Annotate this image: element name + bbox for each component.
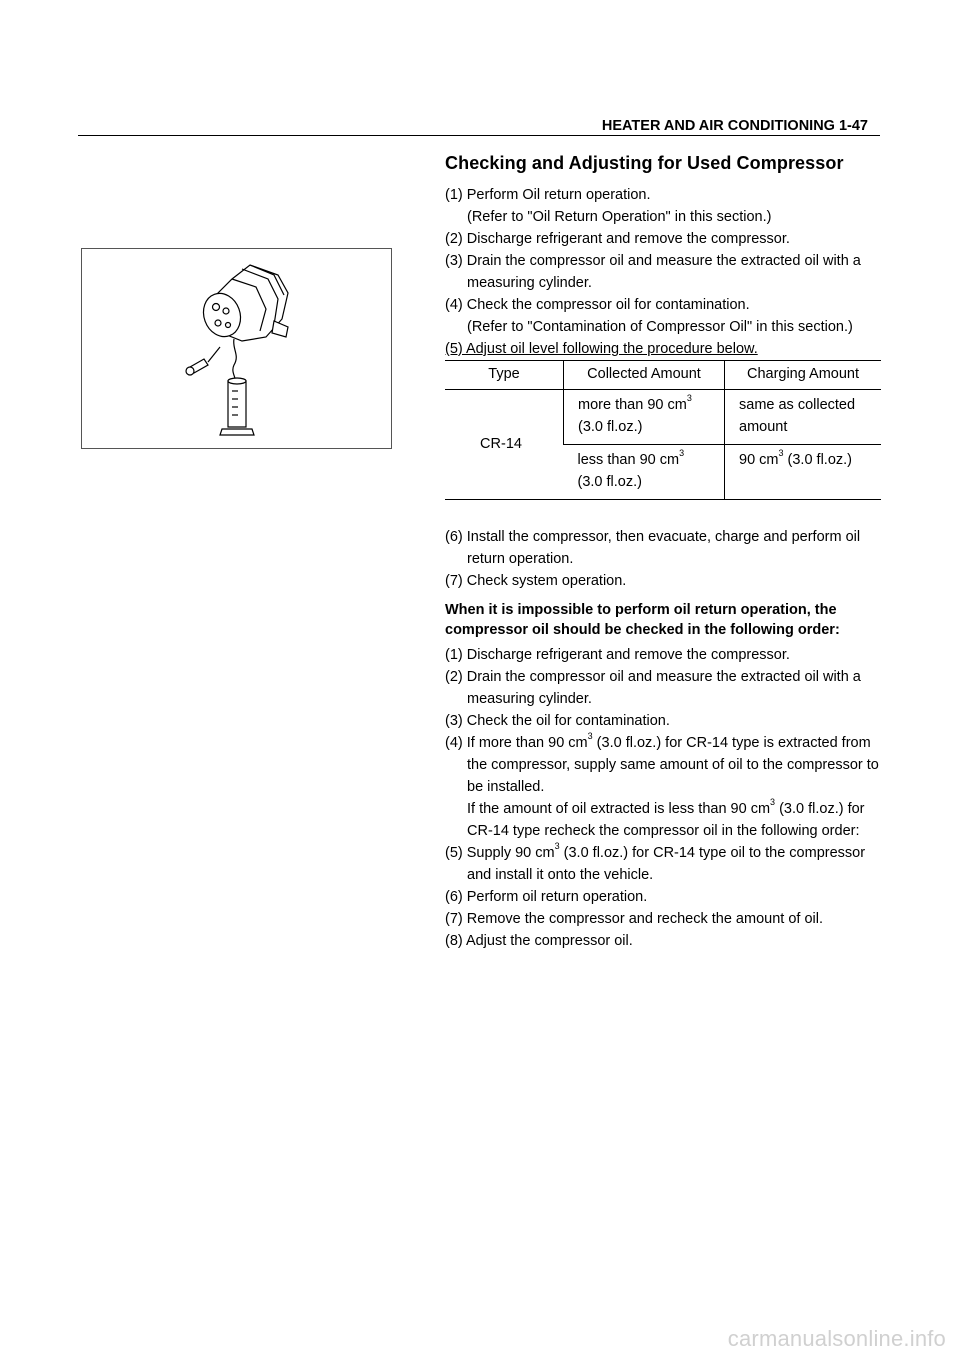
step-5: (5) Adjust oil level following the procedure below. (445, 341, 758, 357)
charging-90-cell: 90 $cm^3$ (3.0 fl.oz.) (725, 445, 882, 500)
alt-step-6: (6) Perform oil return operation. (445, 889, 648, 905)
step-4-note: (Refer to "Contamination of Compressor Oil" in this section.) (467, 319, 853, 335)
step-6: (6) Install the compressor, then evacuate, charge and perform oil return operation. (445, 529, 861, 567)
alt-step-3: (3) Check the oil for contamination. (445, 713, 670, 729)
alt-step-5: (5) Supply 90 $cm^3$ (3.0 fl.oz.) for CR-14 type oil to the compressor and install it onto the vehicle. (445, 841, 866, 883)
alt-step-8: (8) Adjust the compressor oil. (445, 933, 633, 949)
header-rule (78, 135, 880, 136)
table-header-row (445, 361, 881, 390)
step-1-note: (Refer to "Oil Return Operation" in this section.) (467, 209, 772, 225)
charging-same-cell: same as collected amount (725, 390, 882, 445)
compressor-figure (81, 248, 392, 449)
alt-step-4: (4) If more than 90 $cm^3$ (3.0 fl.oz.) for CR-14 type is extracted from the compressor, supply same amount of oil to the compressor to be installed. (445, 731, 879, 795)
step-7: (7) Check system operation. (445, 573, 627, 589)
alternate-procedure-intro: When it is impossible to perform oil return operation, the compressor oil should be checked in the following order: (445, 602, 840, 638)
alt-step-4-note: If the amount of oil extracted is less than 90 $cm^3$ (3.0 fl.oz.) for CR-14 type recheck the compressor oil in the following order: (467, 797, 865, 839)
step-3: (3) Drain the compressor oil and measure the extracted oil with a measuring cylinder. (445, 253, 861, 291)
alt-step-7: (7) Remove the compressor and recheck the amount of oil. (445, 911, 823, 927)
section-title: Checking and Adjusting for Used Compressor (445, 153, 844, 173)
page-header: HEATER AND AIR CONDITIONING 1-47 (601, 118, 868, 134)
watermark: carmanualsonline.info (727, 1326, 946, 1351)
header-charging: Charging Amount (725, 361, 882, 390)
step-1: (1) Perform Oil return operation. (445, 187, 651, 203)
alt-step-2: (2) Drain the compressor oil and measure the extracted oil with a measuring cylinder. (445, 669, 861, 707)
collected-less-cell: less than 90 $cm^3$ (3.0 fl.oz.) (564, 445, 725, 500)
collected-more-cell: more than 90 $cm^3$ (3.0 fl.oz.) (564, 390, 725, 445)
step-4: (4) Check the compressor oil for contamination. (445, 297, 750, 313)
table-row (445, 390, 881, 445)
type-cell: CR-14 (445, 390, 564, 500)
step-2: (2) Discharge refrigerant and remove the compressor. (445, 231, 790, 247)
header-type: Type (445, 361, 564, 390)
content-column (445, 150, 885, 952)
oil-amount-table (445, 360, 881, 500)
header-collected: Collected Amount (564, 361, 725, 390)
compressor-drain-illustration (82, 249, 393, 450)
alt-step-1: (1) Discharge refrigerant and remove the compressor. (445, 647, 790, 663)
